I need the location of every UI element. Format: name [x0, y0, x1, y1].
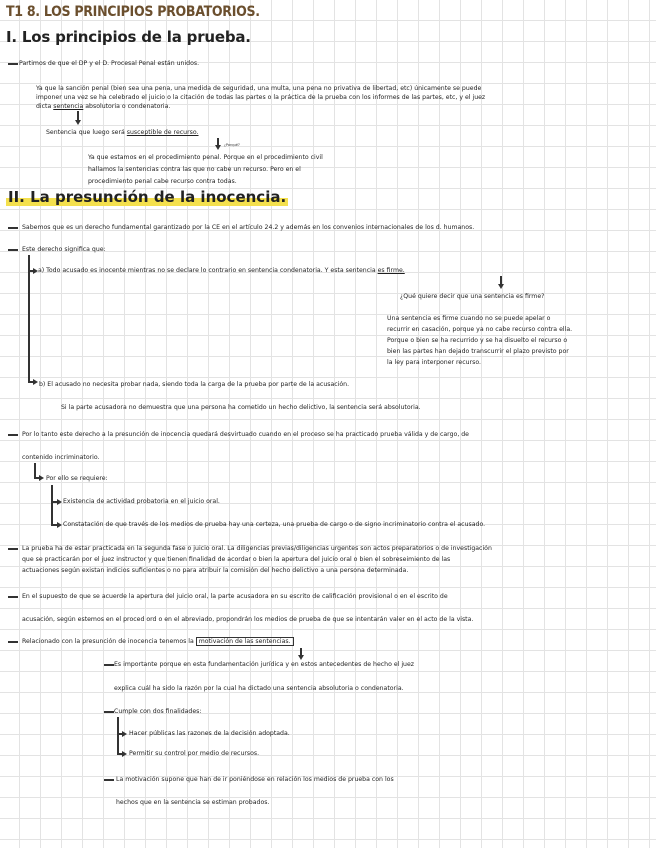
- sec1-paragraph-4b: hallamos la sentencias contra las que no cabe un recurso. Pero en el: [88, 166, 301, 173]
- sec1-paragraph-1: Partimos de que el DP y el D. Procesal Penal están unidos.: [19, 60, 200, 67]
- sec2-bullet-6: [22, 637, 294, 646]
- sec2-bullet-5b: acusación, según estemos en el proced ord o en el abreviado, propondrán los medios de prueba de que se intentarán valer en el acto de la vista.: [22, 616, 474, 623]
- purpose-1: Hacer públicas las razones de la decisión adoptada.: [129, 730, 290, 737]
- motivation-1a: Es importante porque en esta fundamentación jurídica y en estos antecedentes de hecho el juez: [114, 661, 415, 668]
- heading-highlight: II. La presunción de la inocencia.: [8, 188, 287, 206]
- arrow-right-icon: [122, 731, 127, 737]
- arrow-down-icon: [75, 120, 81, 125]
- motivation-3a: La motivación supone que han de ir poniéndose en relación los medios de prueba con los: [116, 776, 394, 783]
- text: Relacionado con la presunción de inocencia tenemos la: [22, 638, 194, 645]
- answer-line-3: Porque o bien se ha recurrido y se ha disuelto el recurso o: [387, 337, 568, 344]
- sec2-bullet-5a: En el supuesto de que se acuerde la apertura del juicio oral, la parte acusadora en su escrito de calificación provisional o en el escrito de: [22, 593, 448, 600]
- text: dicta: [36, 103, 52, 110]
- bullet-dash: [104, 711, 114, 713]
- section-1-heading: I. Los principios de la prueba.: [6, 28, 251, 46]
- bullet-dash: [8, 434, 18, 436]
- answer-line-4: bien las partes han dejado transcurrir el plazo previsto por: [387, 348, 569, 355]
- point-b: b) El acusado no necesita probar nada, siendo toda la carga de la prueba por parte de la acusación.: [39, 381, 350, 388]
- answer-line-5: la ley para interponer recurso.: [387, 359, 481, 366]
- answer-line-2: recurrir en casación, porque ya no cabe recurso contra ella.: [387, 326, 573, 333]
- sec2-bullet-3b: contenido incriminatorio.: [22, 454, 100, 461]
- sec2-bullet-4c: actuaciones según existan indicios suficientes o no para atribuir la comisión del hecho delictivo a una persona determinada.: [22, 567, 409, 574]
- bracket-line: [51, 485, 53, 525]
- bullet-dash: [104, 664, 114, 666]
- sec1-paragraph-3: [46, 128, 199, 137]
- sec1-paragraph-4a: Ya que estamos en el procedimiento penal. Porque en el procedimiento civil: [88, 154, 323, 161]
- motivation-1b: explica cuál ha sido la razón por la cual ha dictado una sentencia absolutoria o condenatoria.: [114, 685, 404, 692]
- requirements-label: Por ello se requiere:: [46, 475, 108, 482]
- bullet-dash: [8, 548, 18, 550]
- sec1-paragraph-4c: procedimiento penal cabe recurso contra todas.: [88, 178, 237, 185]
- motivacion-boxed: motivación de las sentencias.: [196, 637, 294, 646]
- sec2-bullet-4b: que se practicarán por el juez instructor y que tienen finalidad de acordar o bien la apertura del juicio oral o bien el sobreseimiento de las: [22, 556, 451, 563]
- bullet-dash: [8, 63, 18, 65]
- recurso-underlined: susceptible de recurso.: [126, 129, 199, 136]
- motivation-2: Cumple con dos finalidades:: [114, 708, 202, 715]
- bracket-line: [28, 255, 30, 383]
- connector-line: [34, 463, 36, 478]
- section-2-heading: [6, 188, 288, 206]
- sec2-bullet-2: Este derecho significa que:: [22, 246, 106, 253]
- text: absolutoria o condenatoria.: [85, 103, 171, 110]
- answer-line-1: Una sentencia es firme cuando no se puede apelar o: [387, 315, 551, 322]
- arrow-down-icon: [498, 284, 504, 289]
- sec2-bullet-3a: Por lo tanto este derecho a la presunción de inocencia quedará desvirtuado cuando en el proceso se ha practicado prueba válida y de cargo, de: [22, 431, 469, 438]
- bullet-dash: [8, 227, 18, 229]
- es-firme-underlined: es firme.: [377, 267, 405, 274]
- requirement-1: Existencia de actividad probatoria en el juicio oral.: [63, 498, 220, 505]
- bullet-dash: [104, 779, 114, 781]
- sentencia-underlined: sentencia: [53, 103, 84, 110]
- porque-note: ¿Porqué?: [224, 143, 240, 147]
- arrow-right-icon: [122, 751, 127, 757]
- bullet-dash: [8, 596, 18, 598]
- point-b-sub: Si la parte acusadora no demuestra que una persona ha cometido un hecho delictivo, la sentencia será absolutoria.: [61, 404, 421, 411]
- arrow-right-icon: [57, 522, 62, 528]
- bullet-dash: [8, 249, 18, 251]
- sec1-paragraph-2b: imponer una vez se ha celebrado el juicio o la citación de todas las partes o la práctica de la prueba con los informes de las partes, etc, y el juez: [36, 94, 486, 101]
- purpose-2: Permitir su control por medio de recursos.: [129, 750, 260, 757]
- sec2-bullet-1: Sabemos que es un derecho fundamental garantizado por la CE en el artículo 24.2 y además en los convenios internacionales de los d. humanos.: [22, 224, 475, 231]
- point-a: [38, 266, 405, 275]
- bracket-line: [117, 717, 119, 754]
- arrow-right-icon: [39, 475, 44, 481]
- text: Sentencia que luego será: [46, 129, 125, 136]
- page-title: T1 8. LOS PRINCIPIOS PROBATORIOS.: [6, 4, 260, 20]
- bullet-dash: [8, 641, 18, 643]
- arrow-right-icon: [57, 499, 62, 505]
- arrow-right-icon: [33, 379, 38, 385]
- sec1-paragraph-2c: [36, 102, 170, 111]
- sec2-bullet-4a: La prueba ha de estar practicada en la segunda fase o juicio oral. La diligencias previas/diligencias urgentes son actos preparatorios o de investigación: [22, 545, 492, 552]
- arrow-down-icon: [215, 145, 221, 150]
- motivation-3b: hechos que en la sentencia se estiman probados.: [116, 799, 270, 806]
- sec1-paragraph-2a: Ya que la sanción penal (bien sea una pena, una medida de seguridad, una multa, una pena no privativa de libertad, etc) únicamente se puede: [36, 85, 482, 92]
- text: a) Todo acusado es inocente mientras no se declare lo contrario en sentencia condenatoria. Y esta sentencia: [38, 267, 376, 274]
- question: ¿Qué quiere decir que una sentencia es firme?: [400, 293, 545, 300]
- requirement-2: Constatación de que través de los medios de prueba hay una certeza, una prueba de cargo o de signo incriminatorio contra el acusado.: [63, 521, 486, 528]
